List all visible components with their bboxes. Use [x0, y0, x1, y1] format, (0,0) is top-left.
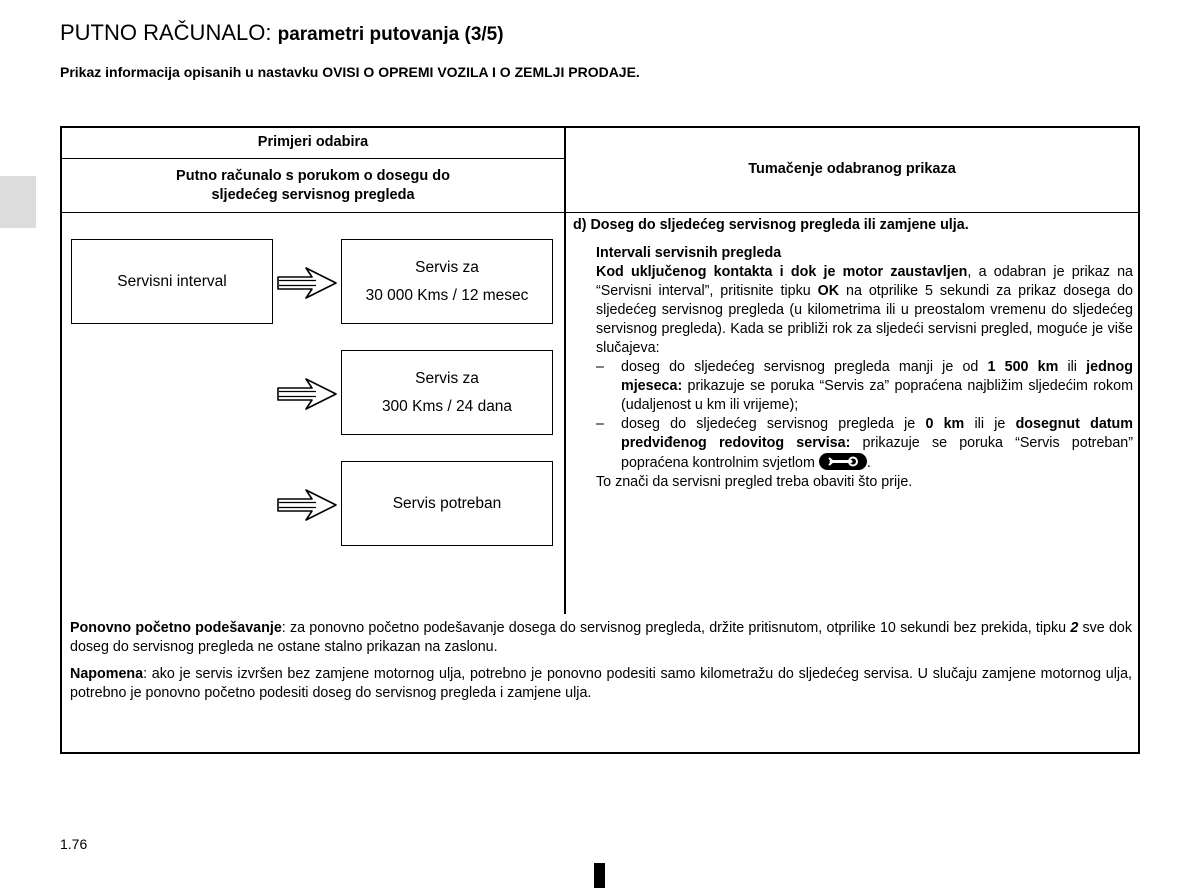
column-divider [564, 127, 566, 614]
display-service-in-300 [341, 350, 553, 435]
cases-list [596, 358, 1133, 473]
service-intervals-subheading: Intervali servisnih pregleda [596, 245, 782, 261]
display-service-interval-text: Servisni interval [117, 272, 227, 290]
left-header-line-1: Putno računalo s porukom o dosegu do [176, 168, 450, 184]
list-item: – doseg do sljedećeg servisnog pregleda je 0 km ili je dosegnut datum predviđenog redovitog servisa: prikazuje se poruka “Servis potreban” popraćena kontrolnim svjetlom . [596, 416, 1134, 471]
explanation-heading: d) Doseg do sljedećeg servisnog pregleda ili zamjene ulja. [573, 217, 969, 233]
explanation-text [573, 216, 1133, 492]
display-service-in-30000 [341, 239, 553, 324]
explanation-body [596, 244, 1133, 492]
right-header-interpretation: Tumačenje odabranog prikaza [748, 161, 956, 177]
header-divider [61, 212, 1139, 213]
display-2-line-2: 300 Kms / 24 dana [381, 397, 513, 415]
service-wrench-warning-light-icon [819, 453, 867, 470]
left-header-trip-computer [62, 167, 564, 205]
page-title-sub: parametri putovanja (3/5) [277, 24, 504, 45]
closing-sentence: To znači da servisni pregled treba obaviti što prije. [596, 474, 913, 490]
header-divider-left [61, 158, 565, 159]
display-1-line-2: 30 000 Kms / 12 mesec [365, 286, 529, 304]
notes-section [70, 619, 1132, 711]
display-1-line-1: Servis za [415, 258, 479, 276]
display-2-line-1: Servis za [415, 369, 479, 387]
display-service-interval [71, 239, 273, 324]
note-paragraph: Napomena: ako je servis izvršen bez zamjene motornog ulja, potrebno je ponovno podesiti samo kilometražu do sljedećeg servisa. U slučaju zamjene motornog ulja, potrebno je ponovno početno podesiti doseg do servisnog pregleda i zamjene ulja. [70, 666, 1132, 701]
page-number: 1.76 [60, 836, 88, 852]
double-outline-arrow-icon [276, 376, 338, 412]
reset-instructions: Ponovno početno podešavanje: za ponovno početno podešavanje dosega do servisnog pregleda, držite pritisnutom, otprilike 10 sekundi bez prekida, tipku 2 sve dok doseg do servisnog pregleda ne ostane stalno prikazan na zaslonu. [70, 620, 1133, 655]
page-edge-marker [594, 863, 605, 888]
equipment-notice: Prikaz informacija opisanih u nastavku OVISI O OPREMI VOZILA I O ZEMLJI PRODAJE. [60, 64, 640, 80]
list-item: – doseg do sljedećeg servisnog pregleda manji je od 1 500 km ili jednog mjeseca: prikazuje se poruka “Servis za” popraćena najbližim sljedećim rokom (udaljenost u km ili vrijeme); [596, 359, 1133, 413]
left-header-examples: Primjeri odabira [257, 134, 369, 150]
display-service-required [341, 461, 553, 546]
page-title-main: PUTNO RAČUNALO: [60, 20, 272, 45]
section-tab-marker [0, 176, 36, 228]
double-outline-arrow-icon [276, 265, 338, 301]
page-title [60, 20, 504, 46]
explanation-paragraph: Kod uključenog kontakta i dok je motor zaustavljen, a odabran je prikaz na “Servisni interval”, pritisnite tipku OK na otprilike 5 sekundi za prikaz dosega do sljedećeg servisnog pregleda (u kilometrima ili u preostalom vremenu do sljedećeg servisnog pregleda). Kada se približi rok za sljedeći servisni pregled, moguće je više slučajeva: [596, 264, 1134, 356]
left-header-line-2: sljedećeg servisnog pregleda [211, 187, 415, 203]
display-3-text: Servis potreban [392, 494, 502, 512]
double-outline-arrow-icon [276, 487, 338, 523]
